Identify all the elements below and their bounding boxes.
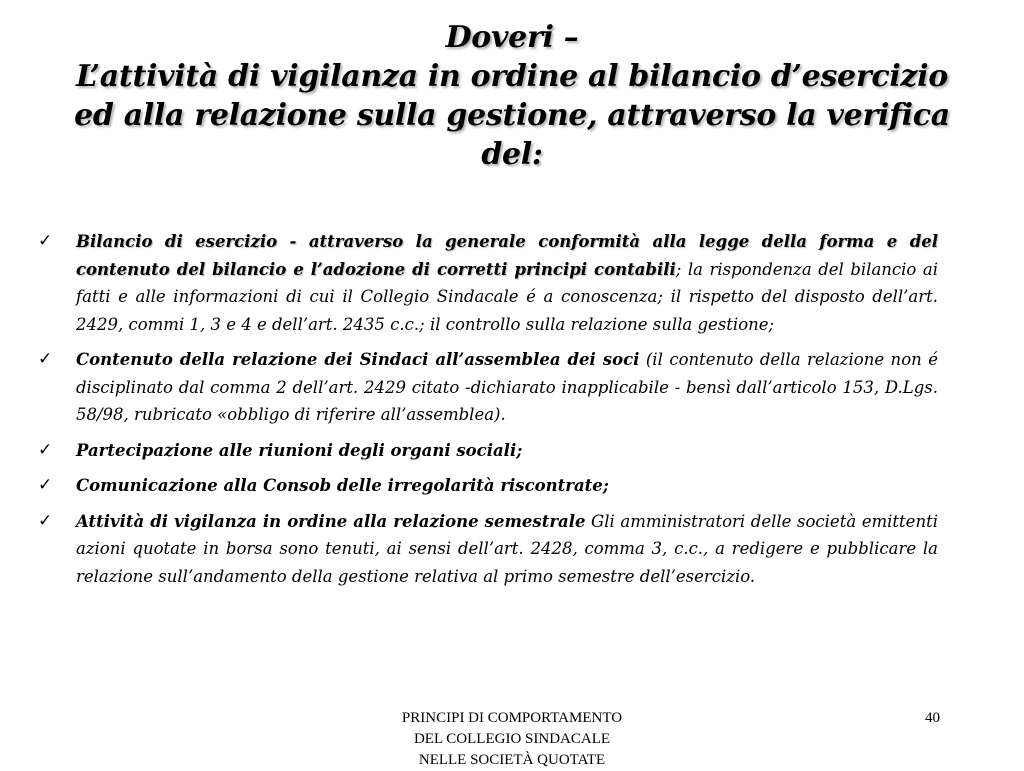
title-line-3: ed alla relazione sulla gestione, attraverso la verifica [74,98,950,133]
page-number: 40 [925,710,940,726]
bullet-list [38,228,938,598]
title-line-4: del: [481,137,543,172]
bullet-heading: Attività di vigilanza in ordine alla relazione semestrale [76,511,586,531]
bullet-item-bilancio [38,228,938,338]
bullet-heading: Partecipazione alle riunioni degli organi sociali; [76,440,523,460]
checkmark-icon: ✓ [38,349,53,369]
bullet-text: ; la rispondenza del bilancio ai fatti e alle informazioni di cui il Collegio Sindacale é a conoscenza; il rispetto del disposto dell’art. 2429, commi 1, 3 e 4 e dell’art. 2435 c.c.; il controllo sulla relazione sulla gestione; [76,259,938,334]
checkmark-icon: ✓ [38,475,53,495]
slide-footer [352,708,672,771]
bullet-item-partecipazione [38,437,938,465]
checkmark-icon: ✓ [38,510,53,531]
checkmark-icon: ✓ [38,231,53,251]
bullet-item-comunicazione [38,472,938,500]
bullet-text: Gli amministratori delle società emittenti azioni quotate in borsa sono tenuti, ai sensi dell’art. 2428, comma 3, c.c., a redigere e pubblicare la relazione sull’andamento della gestione relativa al primo semestre dell’esercizio. [76,511,938,586]
footer-line-1: PRINCIPI DI COMPORTAMENTO [401,710,623,726]
bullet-heading: Comunicazione alla Consob delle irregolarità riscontrate; [76,476,609,495]
footer-line-2: DEL COLLEGIO SINDACALE [413,731,611,747]
bullet-heading: Contenuto della relazione dei Sindaci all’assemblea dei soci [76,350,640,369]
bullet-text: (il contenuto della relazione non é disciplinato dal comma 2 dell’art. 2429 citato -dichiarato inapplicabile - bensì dall’articolo 153, D.Lgs. 58/98, rubricato «obbligo di riferire all’assemblea). [76,350,938,424]
bullet-item-semestrale [38,508,938,591]
title-line-2: L’attività di vigilanza in ordine al bilancio d’esercizio [76,59,948,94]
checkmark-icon: ✓ [38,439,53,460]
title-line-1: Doveri – [445,20,579,55]
slide-title [20,18,1004,174]
footer-line-3: NELLE SOCIETÀ QUOTATE [418,752,606,768]
bullet-heading: Bilancio di esercizio - attraverso la generale conformità alla legge della forma e del contenuto del bilancio e l’adozione di corretti principi contabili [76,232,938,279]
bullet-item-contenuto [38,346,938,429]
